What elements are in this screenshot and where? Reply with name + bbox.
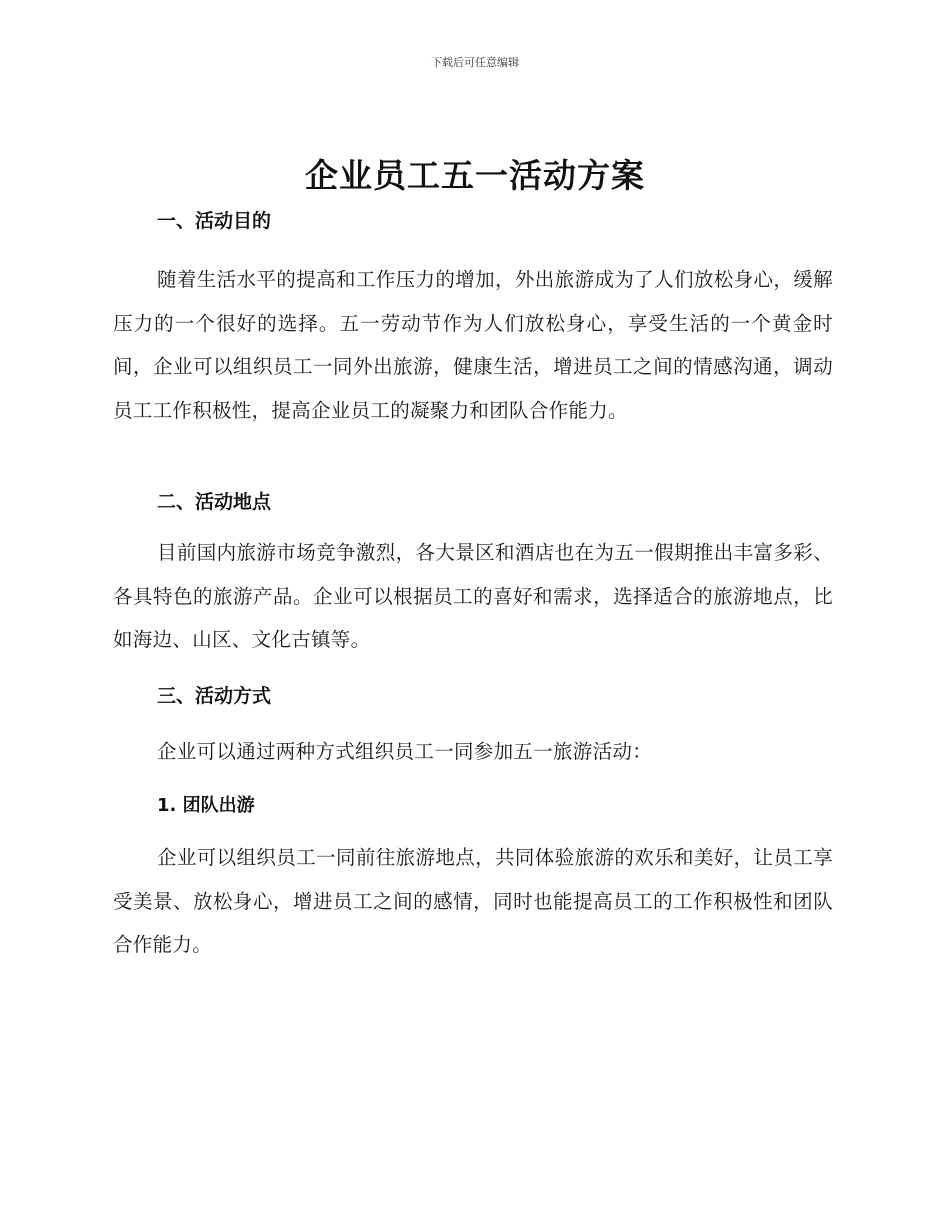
section-paragraph-location: 目前国内旅游市场竞争激烈，各大景区和酒店也在为五一假期推出丰富多彩、各具特色的旅游产品。企业可以根据员工的喜好和需求，选择适合的旅游地点，比如海边、山区、文化古镇等。 bbox=[113, 541, 833, 651]
section-heading-purpose: 一、活动目的 bbox=[157, 210, 272, 232]
section-intro-method: 企业可以通过两种方式组织员工一同参加五一旅游活动： bbox=[157, 740, 653, 763]
header-note: 下载后可任意编辑 bbox=[431, 56, 519, 69]
document-title: 企业员工五一活动方案 bbox=[305, 156, 645, 195]
section-paragraph-purpose: 随着生活水平的提高和工作压力的增加，外出旅游成为了人们放松身心，缓解压力的一个很好的选择。五一劳动节作为人们放松身心，享受生活的一个黄金时间，企业可以组织员工一同外出旅游，健康生活，增进员工之间的情感沟通，调动员工工作积极性，提高企业员工的凝聚力和团队合作能力。 bbox=[113, 268, 833, 422]
section-heading-method: 三、活动方式 bbox=[157, 685, 272, 707]
subsection-heading-team-trip: 1. 团队出游 bbox=[157, 795, 255, 816]
subsection-paragraph-team-trip: 企业可以组织员工一同前往旅游地点，共同体验旅游的欢乐和美好，让员工享受美景、放松身心，增进员工之间的感情，同时也能提高员工的工作积极性和团队合作能力。 bbox=[113, 846, 833, 956]
section-heading-location: 二、活动地点 bbox=[157, 491, 272, 513]
